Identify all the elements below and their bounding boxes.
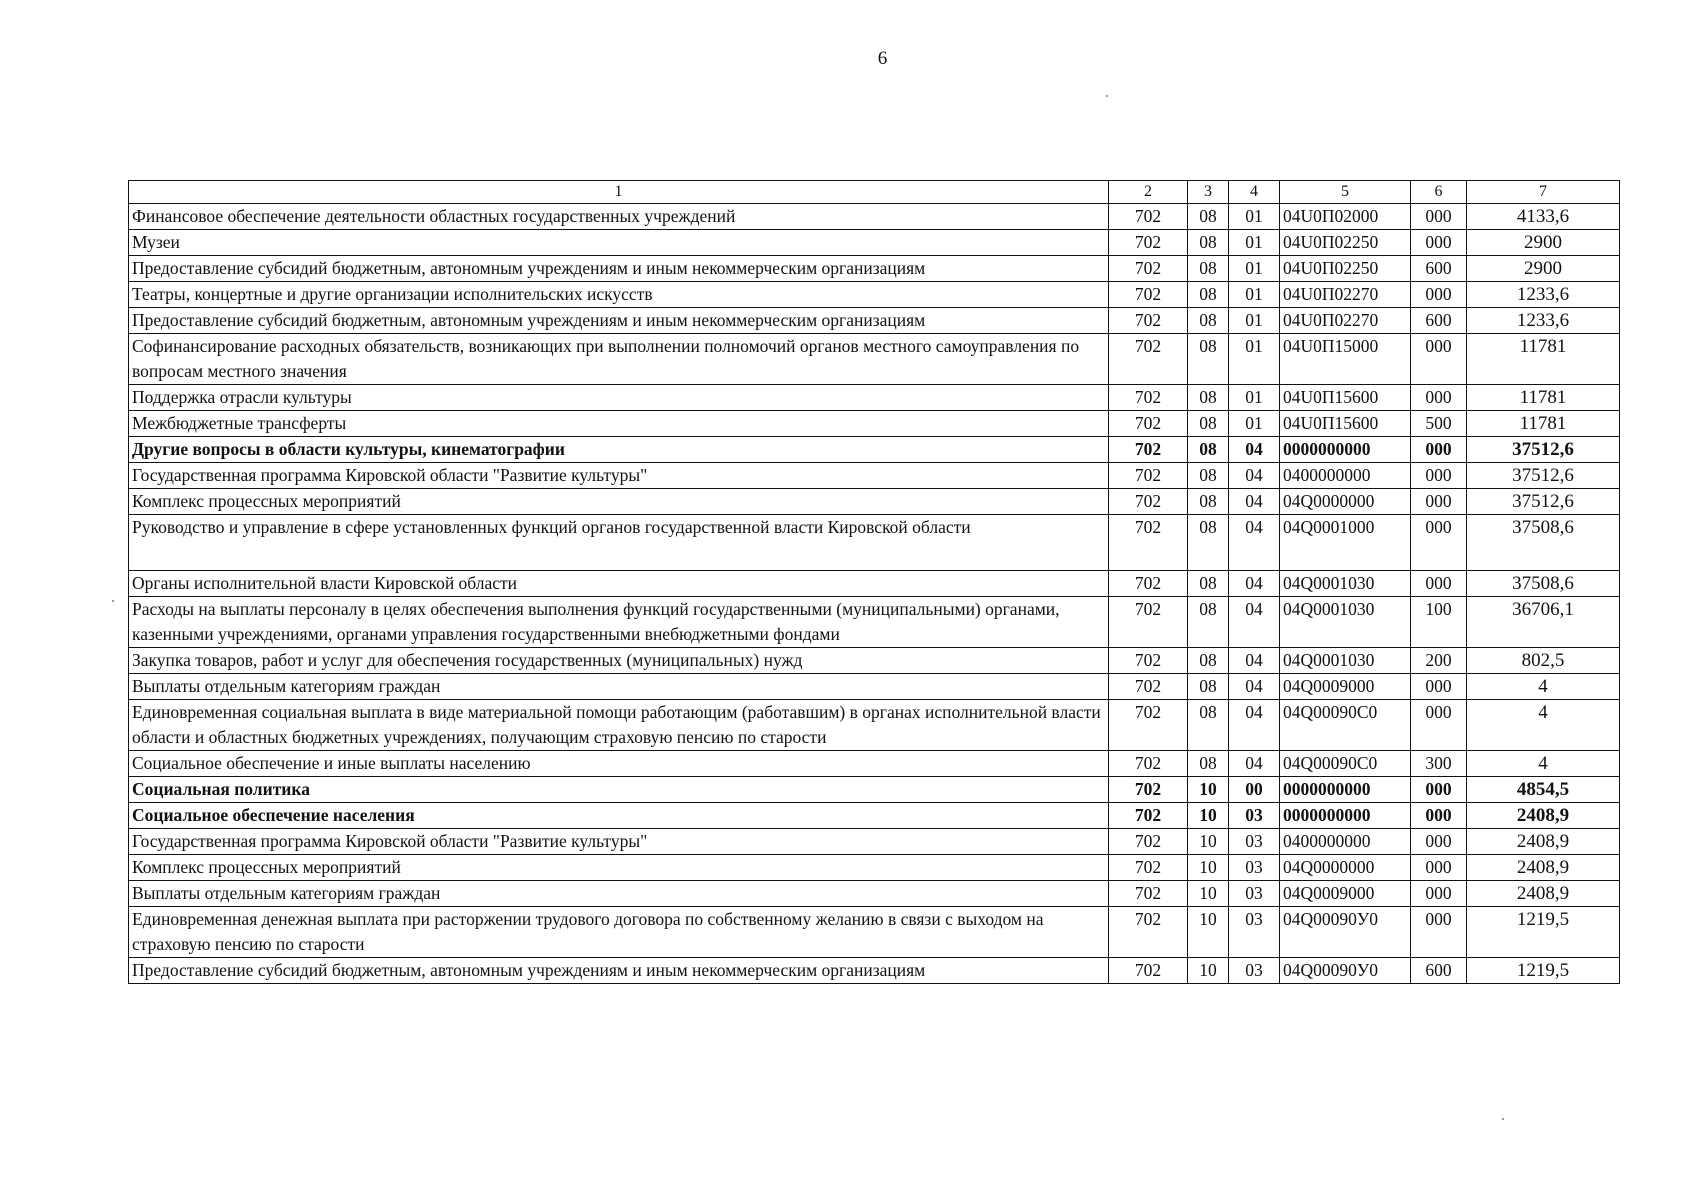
- row-code-admin: 702: [1109, 907, 1188, 958]
- table-row: [129, 411, 1620, 437]
- row-code-target: 04Q0009000: [1280, 674, 1411, 700]
- row-code-admin: 702: [1109, 751, 1188, 777]
- table-row: [129, 230, 1620, 256]
- column-header: 5: [1280, 181, 1411, 204]
- row-code-target: 0400000000: [1280, 463, 1411, 489]
- row-code-admin: 702: [1109, 648, 1188, 674]
- row-amount: 11781: [1467, 385, 1620, 411]
- row-code-target: 04U0П02270: [1280, 308, 1411, 334]
- row-code-expense: 000: [1411, 881, 1467, 907]
- row-code-admin: 702: [1109, 489, 1188, 515]
- row-code-section: 08: [1188, 385, 1229, 411]
- row-code-admin: 702: [1109, 463, 1188, 489]
- row-code-target: 04U0П15600: [1280, 411, 1411, 437]
- table-row: [129, 648, 1620, 674]
- table-row: [129, 437, 1620, 463]
- row-code-section: 08: [1188, 489, 1229, 515]
- table-row: [129, 597, 1620, 648]
- row-code-admin: 702: [1109, 855, 1188, 881]
- row-code-admin: 702: [1109, 230, 1188, 256]
- row-amount: 4133,6: [1467, 204, 1620, 230]
- row-amount: 1219,5: [1467, 958, 1620, 984]
- table-row: [129, 751, 1620, 777]
- row-amount: 37508,6: [1467, 515, 1620, 571]
- row-code-subsection: 01: [1229, 334, 1280, 385]
- row-code-subsection: 01: [1229, 385, 1280, 411]
- row-code-admin: 702: [1109, 700, 1188, 751]
- row-code-admin: 702: [1109, 308, 1188, 334]
- row-code-subsection: 04: [1229, 571, 1280, 597]
- row-code-target: 0000000000: [1280, 803, 1411, 829]
- row-code-target: 04U0П15000: [1280, 334, 1411, 385]
- row-code-expense: 000: [1411, 700, 1467, 751]
- table-row: [129, 674, 1620, 700]
- row-code-section: 08: [1188, 411, 1229, 437]
- row-code-subsection: 01: [1229, 308, 1280, 334]
- page-number: 6: [877, 48, 888, 69]
- row-name: Театры, концертные и другие организации исполнительских искусств: [129, 282, 1109, 308]
- column-header: 2: [1109, 181, 1188, 204]
- row-code-expense: 000: [1411, 463, 1467, 489]
- row-code-expense: 000: [1411, 334, 1467, 385]
- row-amount: 2408,9: [1467, 855, 1620, 881]
- row-code-subsection: 01: [1229, 411, 1280, 437]
- row-name: Комплекс процессных мероприятий: [129, 489, 1109, 515]
- row-name: Музеи: [129, 230, 1109, 256]
- table-row: [129, 463, 1620, 489]
- row-code-admin: 702: [1109, 597, 1188, 648]
- row-code-admin: 702: [1109, 334, 1188, 385]
- row-code-expense: 000: [1411, 204, 1467, 230]
- row-code-expense: 000: [1411, 829, 1467, 855]
- row-amount: 1219,5: [1467, 907, 1620, 958]
- row-name: Другие вопросы в области культуры, кинематографии: [129, 437, 1109, 463]
- budget-table: [128, 180, 1620, 984]
- row-code-subsection: 04: [1229, 700, 1280, 751]
- row-code-expense: 500: [1411, 411, 1467, 437]
- row-amount: 11781: [1467, 411, 1620, 437]
- row-code-expense: 000: [1411, 437, 1467, 463]
- row-amount: 37512,6: [1467, 489, 1620, 515]
- row-code-subsection: 04: [1229, 751, 1280, 777]
- row-code-target: 04Q0001000: [1280, 515, 1411, 571]
- table-row: [129, 571, 1620, 597]
- row-code-expense: 000: [1411, 777, 1467, 803]
- table-row: [129, 204, 1620, 230]
- row-code-expense: 200: [1411, 648, 1467, 674]
- row-amount: 2900: [1467, 230, 1620, 256]
- row-code-section: 10: [1188, 881, 1229, 907]
- row-amount: 802,5: [1467, 648, 1620, 674]
- table-row: [129, 907, 1620, 958]
- row-code-admin: 702: [1109, 256, 1188, 282]
- row-code-section: 10: [1188, 777, 1229, 803]
- table-row: [129, 489, 1620, 515]
- row-code-admin: 702: [1109, 437, 1188, 463]
- row-code-target: 04Q0009000: [1280, 881, 1411, 907]
- row-code-target: 04Q0000000: [1280, 855, 1411, 881]
- row-name: Предоставление субсидий бюджетным, автономным учреждениям и иным некоммерческим организациям: [129, 308, 1109, 334]
- row-code-target: 04Q00090C0: [1280, 751, 1411, 777]
- table-row: [129, 256, 1620, 282]
- row-code-admin: 702: [1109, 282, 1188, 308]
- row-code-section: 08: [1188, 282, 1229, 308]
- scan-speck: [1502, 1118, 1504, 1120]
- row-code-section: 08: [1188, 674, 1229, 700]
- table-row: [129, 958, 1620, 984]
- row-amount: 2408,9: [1467, 881, 1620, 907]
- row-code-subsection: 04: [1229, 648, 1280, 674]
- row-code-target: 04Q0001030: [1280, 648, 1411, 674]
- row-code-target: 04Q00090C0: [1280, 700, 1411, 751]
- row-code-expense: 600: [1411, 308, 1467, 334]
- row-name: Органы исполнительной власти Кировской области: [129, 571, 1109, 597]
- row-code-section: 08: [1188, 204, 1229, 230]
- row-code-subsection: 03: [1229, 829, 1280, 855]
- row-amount: 4: [1467, 751, 1620, 777]
- row-name: Закупка товаров, работ и услуг для обеспечения государственных (муниципальных) нужд: [129, 648, 1109, 674]
- row-name: Государственная программа Кировской области "Развитие культуры": [129, 463, 1109, 489]
- row-code-subsection: 04: [1229, 515, 1280, 571]
- row-code-target: 04Q0001030: [1280, 571, 1411, 597]
- row-code-section: 08: [1188, 515, 1229, 571]
- row-amount: 37512,6: [1467, 437, 1620, 463]
- row-code-subsection: 01: [1229, 256, 1280, 282]
- row-code-subsection: 03: [1229, 907, 1280, 958]
- row-code-expense: 000: [1411, 489, 1467, 515]
- row-code-section: 08: [1188, 334, 1229, 385]
- row-code-subsection: 04: [1229, 489, 1280, 515]
- row-name: Предоставление субсидий бюджетным, автономным учреждениям и иным некоммерческим организациям: [129, 958, 1109, 984]
- table-row: [129, 282, 1620, 308]
- row-name: Руководство и управление в сфере установленных функций органов государственной власти Кировской области: [129, 515, 1109, 571]
- row-code-section: 08: [1188, 648, 1229, 674]
- row-code-subsection: 04: [1229, 674, 1280, 700]
- row-code-admin: 702: [1109, 674, 1188, 700]
- row-code-section: 08: [1188, 700, 1229, 751]
- row-code-subsection: 01: [1229, 204, 1280, 230]
- row-name: Предоставление субсидий бюджетным, автономным учреждениям и иным некоммерческим организациям: [129, 256, 1109, 282]
- row-code-target: 04U0П02250: [1280, 256, 1411, 282]
- row-code-target: 0000000000: [1280, 777, 1411, 803]
- table-row: [129, 881, 1620, 907]
- row-code-admin: 702: [1109, 803, 1188, 829]
- row-code-subsection: 03: [1229, 855, 1280, 881]
- row-code-target: 04Q00090У0: [1280, 958, 1411, 984]
- table-row: [129, 385, 1620, 411]
- row-code-section: 08: [1188, 437, 1229, 463]
- row-amount: 37512,6: [1467, 463, 1620, 489]
- row-code-expense: 000: [1411, 571, 1467, 597]
- column-header: 7: [1467, 181, 1620, 204]
- row-name: Выплаты отдельным категориям граждан: [129, 881, 1109, 907]
- row-code-target: 04Q00090У0: [1280, 907, 1411, 958]
- row-code-admin: 702: [1109, 829, 1188, 855]
- row-code-section: 08: [1188, 463, 1229, 489]
- table-row: [129, 777, 1620, 803]
- row-amount: 36706,1: [1467, 597, 1620, 648]
- table-header-row: [129, 181, 1620, 204]
- row-code-admin: 702: [1109, 385, 1188, 411]
- row-code-section: 10: [1188, 958, 1229, 984]
- row-amount: 4: [1467, 674, 1620, 700]
- row-code-expense: 000: [1411, 515, 1467, 571]
- row-name: Поддержка отрасли культуры: [129, 385, 1109, 411]
- row-code-expense: 000: [1411, 803, 1467, 829]
- column-header: 4: [1229, 181, 1280, 204]
- row-code-expense: 000: [1411, 282, 1467, 308]
- row-amount: 2900: [1467, 256, 1620, 282]
- row-name: Софинансирование расходных обязательств, возникающих при выполнении полномочий органов местного самоуправления по вопросам местного значения: [129, 334, 1109, 385]
- row-amount: 37508,6: [1467, 571, 1620, 597]
- row-name: Финансовое обеспечение деятельности областных государственных учреждений: [129, 204, 1109, 230]
- row-code-expense: 600: [1411, 958, 1467, 984]
- row-code-subsection: 03: [1229, 803, 1280, 829]
- row-code-target: 04U0П15600: [1280, 385, 1411, 411]
- column-header: 3: [1188, 181, 1229, 204]
- row-name: Комплекс процессных мероприятий: [129, 855, 1109, 881]
- row-amount: 11781: [1467, 334, 1620, 385]
- table-row: [129, 515, 1620, 571]
- row-code-expense: 000: [1411, 385, 1467, 411]
- row-name: Государственная программа Кировской области "Развитие культуры": [129, 829, 1109, 855]
- row-code-section: 08: [1188, 751, 1229, 777]
- row-amount: 1233,6: [1467, 282, 1620, 308]
- row-name: Социальное обеспечение населения: [129, 803, 1109, 829]
- row-code-subsection: 04: [1229, 597, 1280, 648]
- row-code-section: 08: [1188, 597, 1229, 648]
- row-name: Расходы на выплаты персоналу в целях обеспечения выполнения функций государственными (муниципальными) органами, казенными учреждениями, органами управления государственными внебюджетными фондами: [129, 597, 1109, 648]
- row-name: Социальное обеспечение и иные выплаты населению: [129, 751, 1109, 777]
- row-code-expense: 000: [1411, 230, 1467, 256]
- row-name: Социальная политика: [129, 777, 1109, 803]
- row-amount: 2408,9: [1467, 803, 1620, 829]
- row-code-target: 04U0П02270: [1280, 282, 1411, 308]
- row-code-admin: 702: [1109, 777, 1188, 803]
- row-code-section: 08: [1188, 256, 1229, 282]
- row-code-admin: 702: [1109, 571, 1188, 597]
- row-code-section: 10: [1188, 829, 1229, 855]
- row-code-section: 10: [1188, 803, 1229, 829]
- table-row: [129, 829, 1620, 855]
- row-code-target: 0400000000: [1280, 829, 1411, 855]
- row-code-subsection: 03: [1229, 881, 1280, 907]
- row-code-section: 08: [1188, 308, 1229, 334]
- table-row: [129, 855, 1620, 881]
- row-code-admin: 702: [1109, 881, 1188, 907]
- row-name: Межбюджетные трансферты: [129, 411, 1109, 437]
- row-code-target: 0000000000: [1280, 437, 1411, 463]
- row-code-subsection: 00: [1229, 777, 1280, 803]
- column-header: 1: [129, 181, 1109, 204]
- row-code-subsection: 01: [1229, 230, 1280, 256]
- row-code-subsection: 01: [1229, 282, 1280, 308]
- row-code-admin: 702: [1109, 204, 1188, 230]
- row-amount: 4854,5: [1467, 777, 1620, 803]
- row-amount: 1233,6: [1467, 308, 1620, 334]
- row-code-target: 04U0П02250: [1280, 230, 1411, 256]
- row-code-target: 04Q0001030: [1280, 597, 1411, 648]
- row-code-subsection: 04: [1229, 463, 1280, 489]
- row-code-section: 10: [1188, 855, 1229, 881]
- table-row: [129, 334, 1620, 385]
- row-code-target: 04U0П02000: [1280, 204, 1411, 230]
- row-code-expense: 300: [1411, 751, 1467, 777]
- row-code-expense: 000: [1411, 674, 1467, 700]
- row-name: Выплаты отдельным категориям граждан: [129, 674, 1109, 700]
- row-name: Единовременная социальная выплата в виде материальной помощи работающим (работавшим) в органах исполнительной власти области и областных бюджетных учреждениях, получающим страховую пенсию по старости: [129, 700, 1109, 751]
- row-name: Единовременная денежная выплата при расторжении трудового договора по собственному желанию в связи с выходом на страховую пенсию по старости: [129, 907, 1109, 958]
- row-code-admin: 702: [1109, 411, 1188, 437]
- row-amount: 4: [1467, 700, 1620, 751]
- column-header: 6: [1411, 181, 1467, 204]
- table-row: [129, 803, 1620, 829]
- row-amount: 2408,9: [1467, 829, 1620, 855]
- row-code-admin: 702: [1109, 958, 1188, 984]
- row-code-section: 10: [1188, 907, 1229, 958]
- row-code-subsection: 04: [1229, 437, 1280, 463]
- row-code-subsection: 03: [1229, 958, 1280, 984]
- row-code-expense: 600: [1411, 256, 1467, 282]
- table-row: [129, 308, 1620, 334]
- row-code-section: 08: [1188, 230, 1229, 256]
- row-code-expense: 000: [1411, 855, 1467, 881]
- row-code-section: 08: [1188, 571, 1229, 597]
- scan-speck: [112, 600, 114, 602]
- table-row: [129, 700, 1620, 751]
- row-code-admin: 702: [1109, 515, 1188, 571]
- row-code-target: 04Q0000000: [1280, 489, 1411, 515]
- row-code-expense: 000: [1411, 907, 1467, 958]
- row-code-expense: 100: [1411, 597, 1467, 648]
- scan-speck: [1106, 95, 1108, 97]
